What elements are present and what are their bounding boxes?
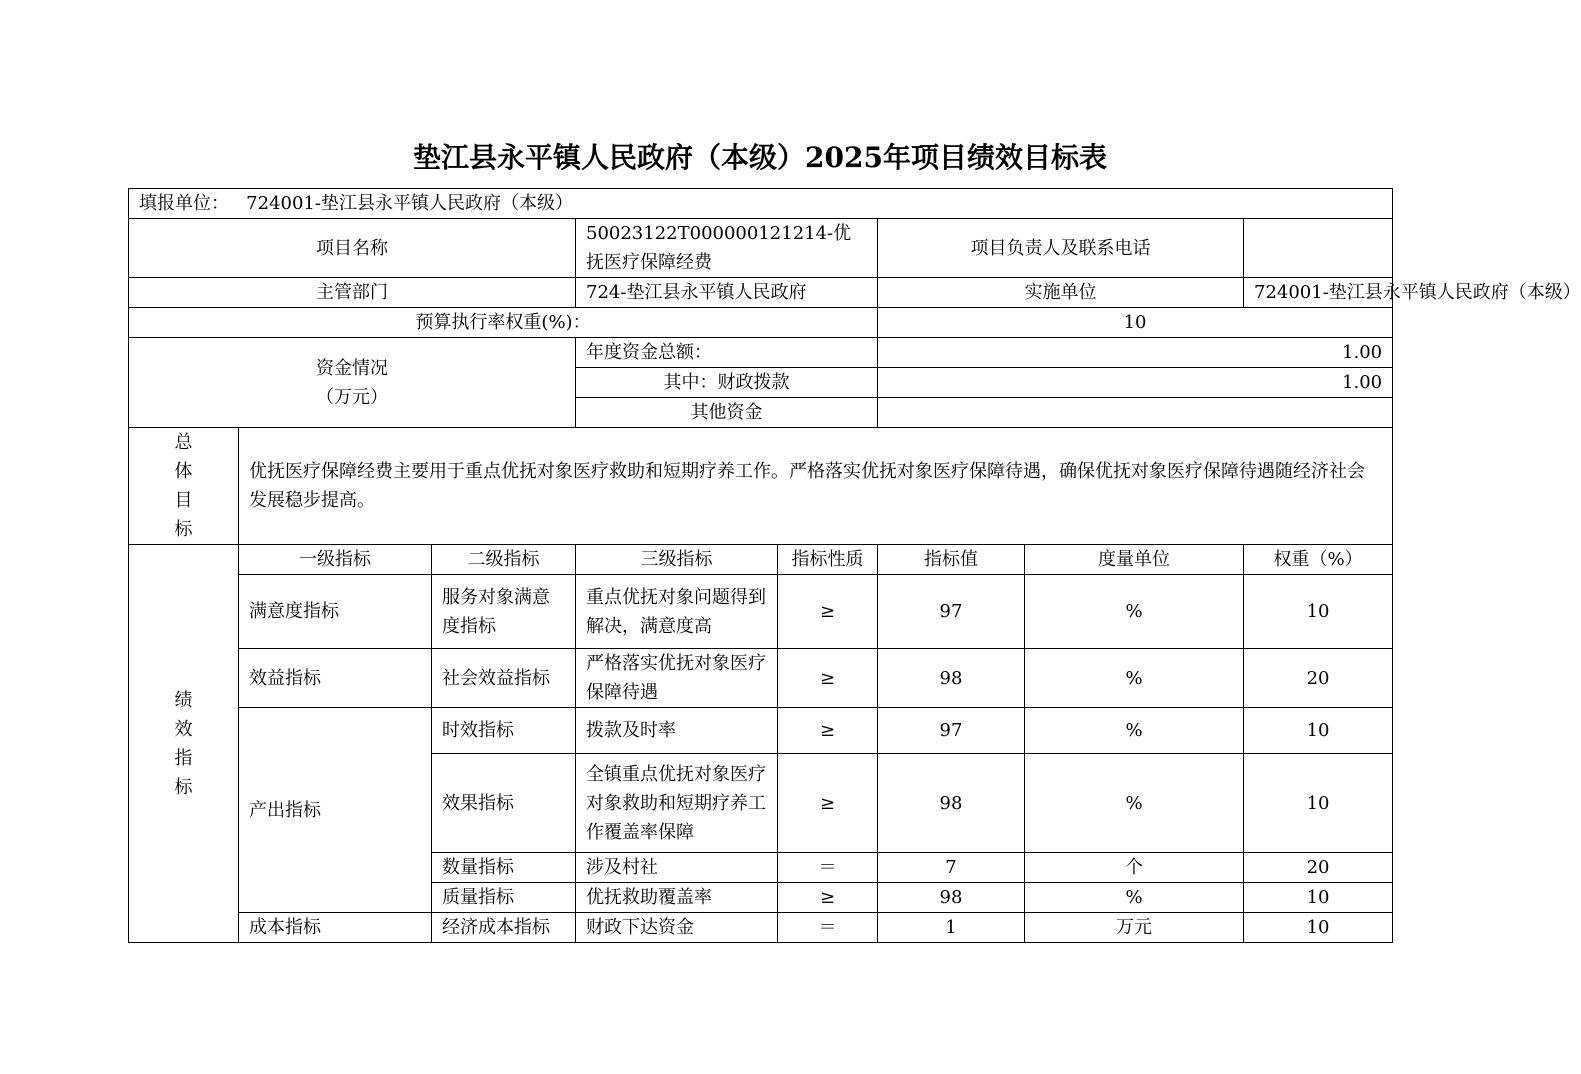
perf-label: 绩 效 指 标 <box>129 545 239 943</box>
row-val: 97 <box>878 708 1025 754</box>
header-l3: 三级指标 <box>576 545 778 575</box>
header-weight: 权重（%） <box>1244 545 1393 575</box>
unit-label: 填报单位： <box>139 193 229 214</box>
row-l3: 财政下达资金 <box>576 913 778 943</box>
row-val: 98 <box>878 649 1025 708</box>
header-op: 指标性质 <box>778 545 878 575</box>
header-l2: 二级指标 <box>432 545 576 575</box>
row-val: 98 <box>878 754 1025 853</box>
row-unit: % <box>1025 575 1244 649</box>
fiscal-label: 其中：财政拨款 <box>576 368 878 398</box>
row-weight: 10 <box>1244 913 1393 943</box>
table-row <box>129 913 1393 943</box>
row-l3: 严格落实优抚对象医疗保障待遇 <box>576 649 778 708</box>
row-l3: 全镇重点优抚对象医疗对象救助和短期疗养工作覆盖率保障 <box>576 754 778 853</box>
annual-total-label: 年度资金总额： <box>576 338 878 368</box>
row-l3: 优抚救助覆盖率 <box>576 883 778 913</box>
overall-goal-text: 优抚医疗保障经费主要用于重点优抚对象医疗救助和短期疗养工作。严格落实优抚对象医疗保障待遇，确保优抚对象医疗保障待遇随经济社会发展稳步提高。 <box>239 428 1393 545</box>
table-row <box>129 708 1393 754</box>
dept-value: 724-垫江县永平镇人民政府 <box>576 278 878 308</box>
project-name-value: 50023122T000000121214-优抚医疗保障经费 <box>576 219 878 278</box>
funds-label: 资金情况 （万元） <box>129 338 576 428</box>
row-weight: 10 <box>1244 883 1393 913</box>
budget-rate-value: 10 <box>878 308 1393 338</box>
row-val: 98 <box>878 883 1025 913</box>
row-l2: 时效指标 <box>432 708 576 754</box>
fiscal-value: 1.00 <box>878 368 1393 398</box>
row-unit: 个 <box>1025 853 1244 883</box>
row-l2: 服务对象满意度指标 <box>432 575 576 649</box>
header-val: 指标值 <box>878 545 1025 575</box>
row-op: ≥ <box>778 883 878 913</box>
overall-goal-label: 总 体 目 标 <box>129 428 239 545</box>
row-op: ＝ <box>778 913 878 943</box>
performance-table <box>128 188 1581 943</box>
row-op: ≥ <box>778 708 878 754</box>
contact-label: 项目负责人及联系电话 <box>878 219 1244 278</box>
row-weight: 10 <box>1244 575 1393 649</box>
project-name-label: 项目名称 <box>129 219 576 278</box>
contact-value <box>1244 219 1393 278</box>
unit-row <box>129 189 1393 219</box>
row-l2: 社会效益指标 <box>432 649 576 708</box>
annual-total-value: 1.00 <box>878 338 1393 368</box>
row-l1: 成本指标 <box>239 913 432 943</box>
row-unit: % <box>1025 754 1244 853</box>
other-value <box>878 398 1393 428</box>
table-row <box>129 575 1393 649</box>
other-label: 其他资金 <box>576 398 878 428</box>
row-weight: 10 <box>1244 754 1393 853</box>
row-unit: 万元 <box>1025 913 1244 943</box>
row-l3: 涉及村社 <box>576 853 778 883</box>
row-l3: 拨款及时率 <box>576 708 778 754</box>
row-unit: % <box>1025 883 1244 913</box>
row-val: 7 <box>878 853 1025 883</box>
row-l2: 质量指标 <box>432 883 576 913</box>
row-unit: % <box>1025 708 1244 754</box>
page-title: 垫江县永平镇人民政府（本级）2025年项目绩效目标表 <box>413 141 1107 174</box>
row-val: 1 <box>878 913 1025 943</box>
row-unit: % <box>1025 649 1244 708</box>
budget-rate-label: 预算执行率权重(%)： <box>129 308 878 338</box>
header-unit: 度量单位 <box>1025 545 1244 575</box>
row-op: ＝ <box>778 853 878 883</box>
row-op: ≥ <box>778 754 878 853</box>
row-l2: 经济成本指标 <box>432 913 576 943</box>
row-op: ≥ <box>778 575 878 649</box>
dept-label: 主管部门 <box>129 278 576 308</box>
row-l2: 数量指标 <box>432 853 576 883</box>
row-op: ≥ <box>778 649 878 708</box>
row-l2: 效果指标 <box>432 754 576 853</box>
row-l1: 效益指标 <box>239 649 432 708</box>
row-val: 97 <box>878 575 1025 649</box>
row-l1: 满意度指标 <box>239 575 432 649</box>
unit-value: 724001-垫江县永平镇人民政府（本级） <box>246 193 573 214</box>
row-weight: 10 <box>1244 708 1393 754</box>
row-weight: 20 <box>1244 649 1393 708</box>
row-weight: 20 <box>1244 853 1393 883</box>
impl-label: 实施单位 <box>878 278 1244 308</box>
row-l1: 产出指标 <box>239 708 432 913</box>
impl-value: 724001-垫江县永平镇人民政府（本级） <box>1244 278 1393 308</box>
header-l1: 一级指标 <box>239 545 432 575</box>
row-l3: 重点优抚对象问题得到解决，满意度高 <box>576 575 778 649</box>
table-row <box>129 649 1393 708</box>
